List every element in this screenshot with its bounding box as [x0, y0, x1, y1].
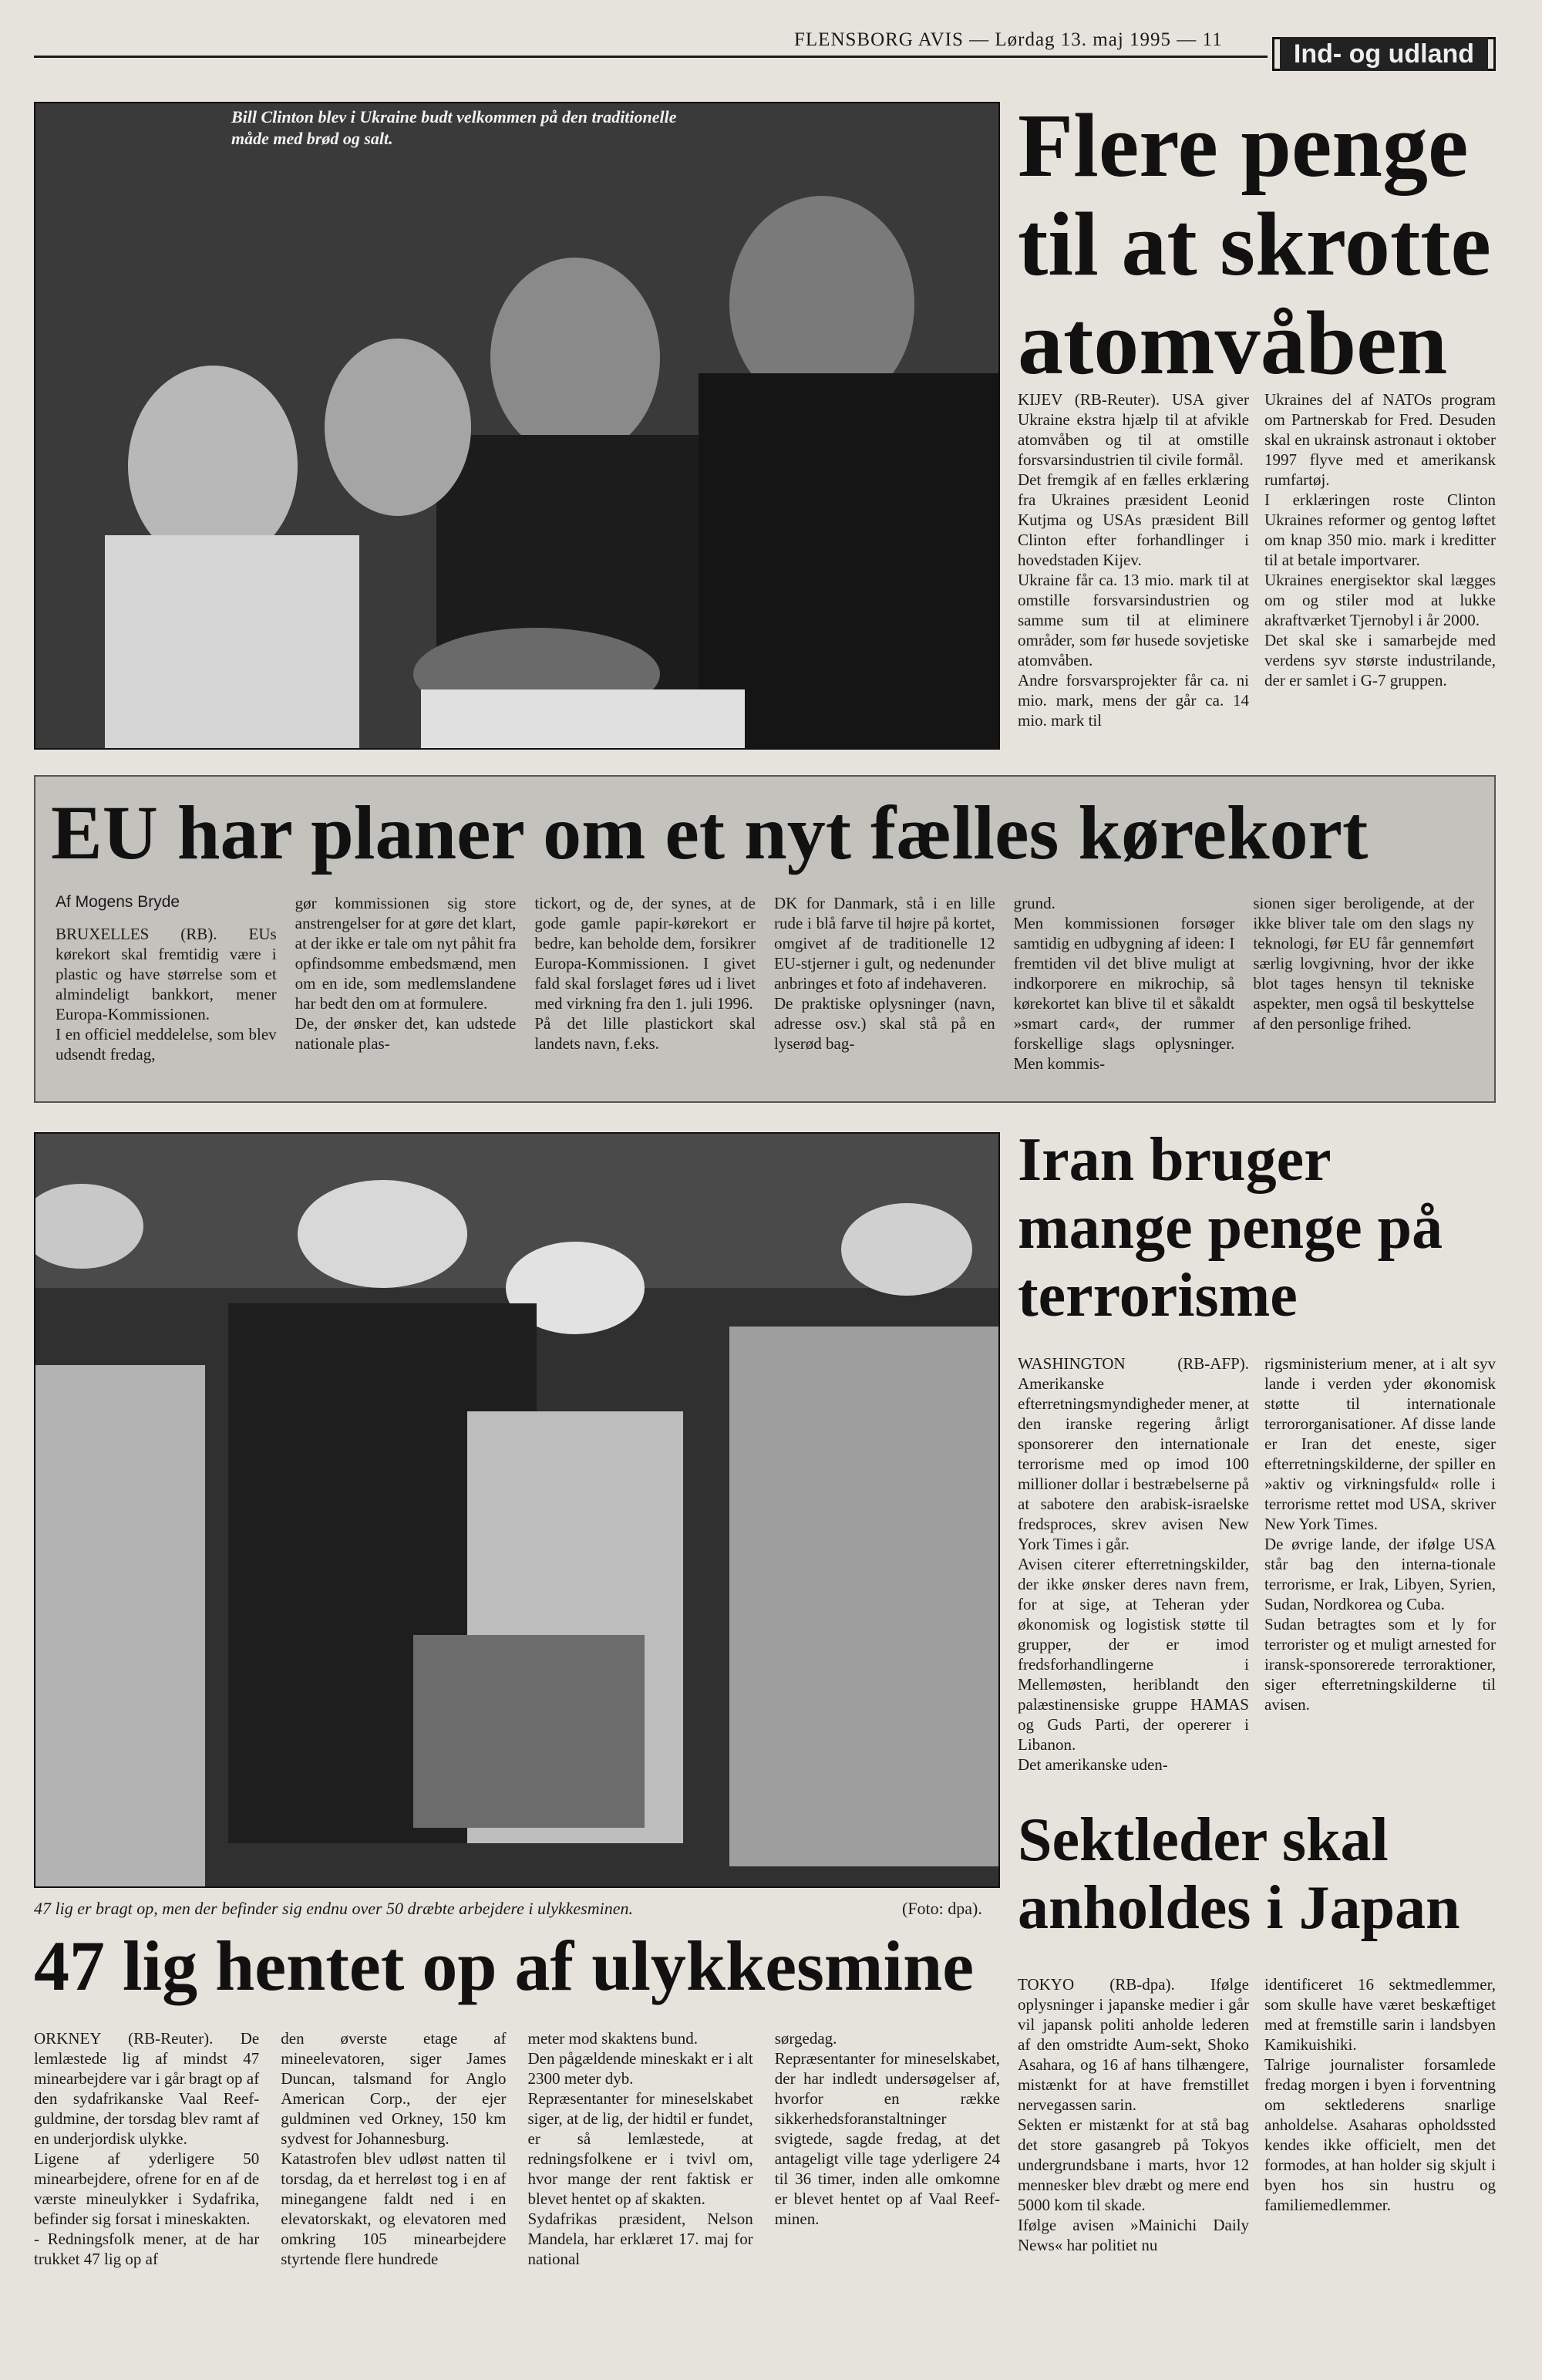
section-label-text: Ind- og udland [1280, 37, 1488, 71]
eu-article [56, 893, 1474, 1074]
iran-headline: Iran bruger mange penge på terrorisme [1018, 1126, 1443, 1330]
clinton-article [1018, 389, 1496, 730]
photo-image [35, 103, 1000, 750]
mine-article [34, 2028, 1000, 2269]
clinton-caption: Bill Clinton blev i Ukraine budt velkommen på den traditionelle måde med brød og salt. [231, 107, 677, 148]
eu-col-6: sionen siger beroligende, at der ikke bliver tale om den slags ny teknologi, før EU får gennemført særlig lovgivning, hvor der ikke blot tages hensyn til tekniske aspekter, men også til beskyttelse af den personlige frihed. [1253, 894, 1474, 1033]
mine-col-3: meter mod skaktens bund. Den pågældende mineskakt er i alt 2300 meter dyb. Repræsentanter for mineselskabet siger, at de lig, der hidtil er fundet, er så lemlæstede, at redningsfolkene er i tvivl om, hvor mange der rent faktisk er blevet hentet op af skakten. Sydafrikas præsident, Nelson Mandela, har erklæret 17. maj for national [527, 2029, 753, 2268]
iran-col-2: rigsministerium mener, at i alt syv lande i verden yder økonomisk støtte til internationale terrororganisationer. Af disse lande er Iran det eneste, siger efterretningskilderne, der spiller en »aktiv og virkningsfuld« rolle i terrorisme rettet mod USA, skriver New York Times. De øvrige lande, der ifølge USA står bag den interna-tionale terrorisme, er Irak, Libyen, Syrien, Sudan, Nordkorea og Cuba. Sudan betragtes som et ly for terrorister og et muligt arnested for iransk-sponsorerede terroraktioner, siger efterretningskilderne til avisen. [1264, 1354, 1496, 1714]
japan-article [1018, 1974, 1496, 2255]
eu-byline: Af Mogens Bryde [56, 893, 180, 911]
mine-col-4: sørgedag. Repræsentanter for mineselskabet, der har indledt undersøgelser af, hvorfor en række sikkerhedsforanstaltninger svigtede, sagde fredag, at det antageligt ville tage yderligere 24 til 36 timer, inden alle omkomne er blevet hentet op af Vaal Reef-minen. [774, 2029, 1000, 2228]
eu-headline: EU har planer om et nyt fælles kørekort [51, 790, 1369, 875]
iran-article [1018, 1353, 1496, 1775]
mine-col-1: ORKNEY (RB-Reuter). De lemlæstede lig af mindst 47 minearbejdere var i går bragt op af den sydafrikanske Vaal Reef-guldmine, der torsdag blev ramt af en underjordisk ulykke. Ligene af yderligere 50 minearbejdere, ofrene for en af de værste mineulykker i Sydafrika, befinder sig forsat i mineskakten. - Redningsfolk mener, at de har trukket 47 lig op af [34, 2029, 260, 2268]
mine-headline: 47 lig hentet op af ulykkesmine [34, 1927, 975, 2005]
mine-photo-credit: (Foto: dpa). [902, 1899, 982, 1918]
eu-col-5: grund. Men kommissionen forsøger samtidig en udbygning af ideen: I fremtiden vil det blive muligt at indkorporere en mikrochip, så kørekortet kan blive til et såkaldt »smart card«, der rummer forskellige slags oplysninger. Men kommis- [1013, 894, 1235, 1073]
eu-col-4: DK for Danmark, stå i en lille rude i blå farve til højre på kortet, omgivet af de traditionelle 12 EU-stjerner i gult, og nedenunder anbringes et foto af indehaveren. De praktiske oplysninger (navn, adresse osv.) skal stå på en lyserød bag- [773, 894, 995, 1053]
mine-photo [34, 1132, 1000, 1888]
photo-image [35, 1134, 1000, 1888]
iran-col-1: WASHINGTON (RB-AFP). Amerikanske efterretningsmyndigheder mener, at den iranske regering årligt sponsorerer den internationale terrorisme med op imod 100 millioner dollar i bestræbelserne på at sabotere den arabisk-israelske fredsproces, skrev avisen New York Times i går. Avisen citerer efterretningskilder, der ikke ønsker deres navn frem, for at sige, at Teheran yder økonomisk og logistisk støtte til grupper, der er imod fredsforhandlingerne i Mellemøsten, heriblandt den palæstinensiske gruppe HAMAS og Guds Parti, der opererer i Libanon. Det amerikanske uden- [1018, 1354, 1249, 1774]
header-rule [34, 56, 1268, 58]
eu-col-2: gør kommissionen sig store anstrengelser for at gøre det klart, at der ikke er tale om nyt påhit fra opfindsomme embedsmænd, men om en ide, som medlemslandene har bedt den om at formulere. De, der ønsker det, kan udstede nationale plas- [295, 894, 517, 1053]
japan-col-2: identificeret 16 sektmedlemmer, som skulle have været beskæftiget med at fremstille sarin i landsbyen Kamikuishiki. Talrige journalister forsamlede fredag morgen i byen i forventning om sektlederens snarlige anholdelse. Asaharas opholdssted kendes ikke officielt, men det formodes, at han holder sig skjult i byen hos sin hustru og familiemedlemmer. [1264, 1975, 1496, 2214]
japan-col-1: TOKYO (RB-dpa). Ifølge oplysninger i japanske medier i går vil japansk politi anholde lederen af den omstridte Aum-sekt, Shoko Asahara, og 16 af hans tilhængere, mistænkt for at have fremstillet nervegassen sarin. Sekten er mistænkt for at stå bag det store gasangreb på Tokyos undergrundsbane i marts, hvor 12 mennesker blev dræbt og mere end 5000 kom til skade. Ifølge avisen »Mainichi Daily News« har politiet nu [1018, 1975, 1249, 2254]
mine-caption: 47 lig er bragt op, men der befinder sig endnu over 50 dræbte arbejdere i ulykkesminen. [34, 1899, 633, 1918]
clinton-headline: Flere penge til at skrotte atomvåben [1018, 95, 1491, 393]
mine-col-2: den øverste etage af mineelevatoren, siger James Duncan, talsmand for Anglo American Corp., der ejer guldminen ved Orkney, 150 km sydvest for Johannesburg. Katastrofen blev udløst natten til torsdag, da et herreløst tog i en af minegangene faldt ned i en elevatorskakt, og elevatoren med omkring 105 minearbejdere styrtende flere hundrede [281, 2029, 507, 2268]
eu-col-1: BRUXELLES (RB). EUs kørekort skal fremtidig være i plastic og have størrelse som et almindeligt bankkort, mener Europa-Kommissionen. I en officiel meddelelse, som blev udsendt fredag, [56, 925, 277, 1064]
clinton-col-1: KIJEV (RB-Reuter). USA giver Ukraine ekstra hjælp til at afvikle atomvåben og til at omstille forsvarsindustrien til civile formål. Det fremgik af en fælles erklæring fra Ukraines præsident Leonid Kutjma og USAs præsident Bill Clinton efter forhandlinger i hovedstaden Kijev. Ukraine får ca. 13 mio. mark til at omstille forsvarsindustrien og samme sum til at eliminere områder, som før husede sovjetiske atomvåben. Andre forsvarsprojekter får ca. ni mio. mark, mens der går ca. 14 mio. mark til [1018, 390, 1249, 730]
masthead: FLENSBORG AVIS — Lørdag 13. maj 1995 — 11 [794, 29, 1223, 50]
eu-col-3: tickort, og de, der synes, at de gode gamle papir-kørekort er bedre, kan beholde dem, forsikrer Europa-Kommissionen. I givet fald skal forslaget føres ud i livet med virkning fra den 1. juli 1996. På det lille plastickort skal landets navn, f.eks. [534, 894, 756, 1053]
clinton-photo [34, 102, 1000, 750]
clinton-col-2: Ukraines del af NATOs program om Partnerskab for Fred. Desuden skal en ukrainsk astronaut i oktober 1997 flyve med et amerikansk rumfartøj. I erklæringen roste Clinton Ukraines reformer og gentog løftet om knap 350 mio. mark i kreditter til at betale importvarer. Ukraines energisektor skal lægges om og stiler mod at lukke akraftværket Tjernobyl i år 2000. Det skal ske i samarbejde med verdens syv største industrilande, der er samlet i G-7 gruppen. [1264, 390, 1496, 689]
japan-headline: Sektleder skal anholdes i Japan [1018, 1806, 1460, 1942]
